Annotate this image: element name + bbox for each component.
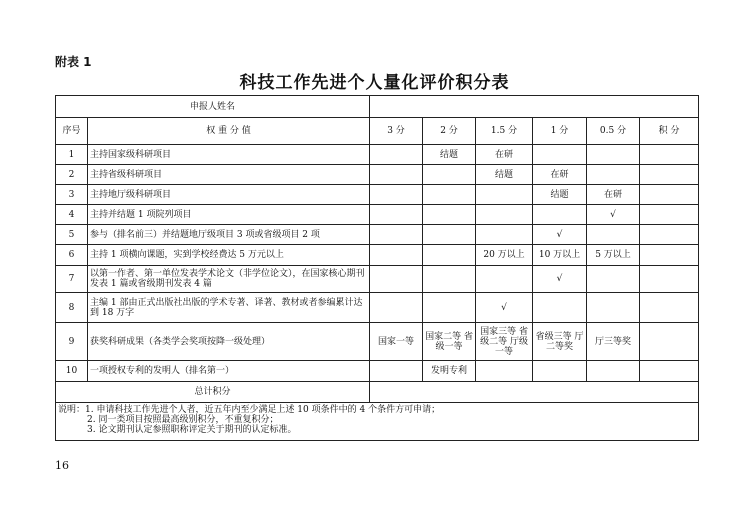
cell-1 <box>533 361 587 382</box>
cell-1-5: 20 万以上 <box>476 245 533 266</box>
table-row <box>56 205 699 225</box>
header-1-5: 1.5 分 <box>476 118 533 145</box>
cell-1 <box>533 205 587 225</box>
cell-2 <box>423 165 476 185</box>
cell-2 <box>423 205 476 225</box>
header-0-5: 0.5 分 <box>587 118 640 145</box>
header-no: 序号 <box>56 118 88 145</box>
cell-1-5: 结题 <box>476 165 533 185</box>
cell-0-5 <box>587 361 640 382</box>
cell-0-5: 在研 <box>587 185 640 205</box>
table-row <box>56 225 699 245</box>
score-table <box>55 95 699 441</box>
cell-3 <box>370 165 423 185</box>
score-cell[interactable] <box>640 266 699 293</box>
score-cell[interactable] <box>640 323 699 361</box>
cell-1-5 <box>476 266 533 293</box>
row-item: 参与（排名前三）并结题地厅级项目 3 项或省级项目 2 项 <box>88 225 370 245</box>
cell-3 <box>370 205 423 225</box>
table-row <box>56 266 699 293</box>
cell-1: 结题 <box>533 185 587 205</box>
row-item: 主持省级科研项目 <box>88 165 370 185</box>
cell-0-5 <box>587 293 640 323</box>
row-no: 8 <box>56 293 88 323</box>
row-no: 3 <box>56 185 88 205</box>
header-weight: 权 重 分 值 <box>88 118 370 145</box>
cell-1 <box>533 293 587 323</box>
cell-3 <box>370 185 423 205</box>
score-cell[interactable] <box>640 145 699 165</box>
cell-3: 国家一等 <box>370 323 423 361</box>
cell-1-5: 国家三等 省级二等 厅级一等 <box>476 323 533 361</box>
cell-1-5 <box>476 205 533 225</box>
row-no: 10 <box>56 361 88 382</box>
cell-0-5 <box>587 225 640 245</box>
table-row <box>56 361 699 382</box>
note-2: 2. 同一类项目按照最高级别积分，不重复积分； <box>87 415 279 425</box>
header-2: 2 分 <box>423 118 476 145</box>
row-item: 获奖科研成果（各类学会奖项按降一级处理） <box>88 323 370 361</box>
cell-1: 在研 <box>533 165 587 185</box>
cell-2 <box>423 266 476 293</box>
row-no: 6 <box>56 245 88 266</box>
score-cell[interactable] <box>640 165 699 185</box>
cell-0-5 <box>587 266 640 293</box>
score-cell[interactable] <box>640 245 699 266</box>
row-no: 7 <box>56 266 88 293</box>
cell-1-5: 在研 <box>476 145 533 165</box>
cell-3 <box>370 266 423 293</box>
table-row <box>56 145 699 165</box>
note-3: 3. 论文期刊认定参照职称评定关于期刊的认定标准。 <box>87 425 297 435</box>
row-no: 5 <box>56 225 88 245</box>
applicant-label: 申报人姓名 <box>56 96 370 118</box>
score-cell[interactable] <box>640 225 699 245</box>
cell-0-5: 厅三等奖 <box>587 323 640 361</box>
cell-2 <box>423 245 476 266</box>
header-score: 积 分 <box>640 118 699 145</box>
row-item: 主编 1 部由正式出版社出版的学术专著、译著、教材或者参编累计达到 18 万字 <box>88 293 370 323</box>
annex-label: 附表 1 <box>55 55 92 69</box>
cell-1: √ <box>533 225 587 245</box>
row-no: 2 <box>56 165 88 185</box>
row-item: 主持 1 项横向课题，实到学校经费达 5 万元以上 <box>88 245 370 266</box>
cell-1: √ <box>533 266 587 293</box>
row-item: 主持国家级科研项目 <box>88 145 370 165</box>
cell-1-5: √ <box>476 293 533 323</box>
row-item: 一项授权专利的发明人（排名第一） <box>88 361 370 382</box>
cell-3 <box>370 245 423 266</box>
score-cell[interactable] <box>640 205 699 225</box>
cell-2 <box>423 293 476 323</box>
header-row <box>56 118 699 145</box>
score-cell[interactable] <box>640 185 699 205</box>
score-cell[interactable] <box>640 293 699 323</box>
note-1: 说明：1. 申请科技工作先进个人者，近五年内至少满足上述 10 项条件中的 4 个条件方可申请； <box>58 405 441 415</box>
cell-0-5: 5 万以上 <box>587 245 640 266</box>
row-item: 主持并结题 1 项院列项目 <box>88 205 370 225</box>
cell-3 <box>370 145 423 165</box>
applicant-row <box>56 96 699 118</box>
table-row <box>56 293 699 323</box>
total-score-cell[interactable] <box>370 382 699 403</box>
row-no: 4 <box>56 205 88 225</box>
header-3: 3 分 <box>370 118 423 145</box>
total-row <box>56 382 699 403</box>
cell-2: 国家二等 省级一等 <box>423 323 476 361</box>
cell-2 <box>423 185 476 205</box>
cell-3 <box>370 293 423 323</box>
cell-3 <box>370 225 423 245</box>
table-row <box>56 165 699 185</box>
table-row <box>56 323 699 361</box>
cell-0-5 <box>587 165 640 185</box>
total-label: 总计积分 <box>56 382 370 403</box>
cell-1-5 <box>476 225 533 245</box>
header-1: 1 分 <box>533 118 587 145</box>
table-row <box>56 185 699 205</box>
row-no: 1 <box>56 145 88 165</box>
row-item: 以第一作者、第一单位发表学术论文（非学位论文），在国家核心期刊发表 1 篇或省级期刊发表 4 篇 <box>88 266 370 293</box>
applicant-name-cell[interactable] <box>370 96 699 118</box>
cell-1: 10 万以上 <box>533 245 587 266</box>
cell-0-5: √ <box>587 205 640 225</box>
cell-3 <box>370 361 423 382</box>
cell-0-5 <box>587 145 640 165</box>
cell-2: 发明专利 <box>423 361 476 382</box>
row-no: 9 <box>56 323 88 361</box>
cell-1 <box>533 145 587 165</box>
row-item: 主持地厅级科研项目 <box>88 185 370 205</box>
cell-2 <box>423 225 476 245</box>
notes-row <box>56 403 699 441</box>
page-title: 科技工作先进个人量化评价积分表 <box>239 73 510 93</box>
cell-2: 结题 <box>423 145 476 165</box>
page-number: 16 <box>55 459 69 472</box>
score-cell[interactable] <box>640 361 699 382</box>
cell-1-5 <box>476 185 533 205</box>
cell-1: 省级三等 厅二等奖 <box>533 323 587 361</box>
table-row <box>56 245 699 266</box>
cell-1-5 <box>476 361 533 382</box>
notes-cell <box>56 403 699 441</box>
